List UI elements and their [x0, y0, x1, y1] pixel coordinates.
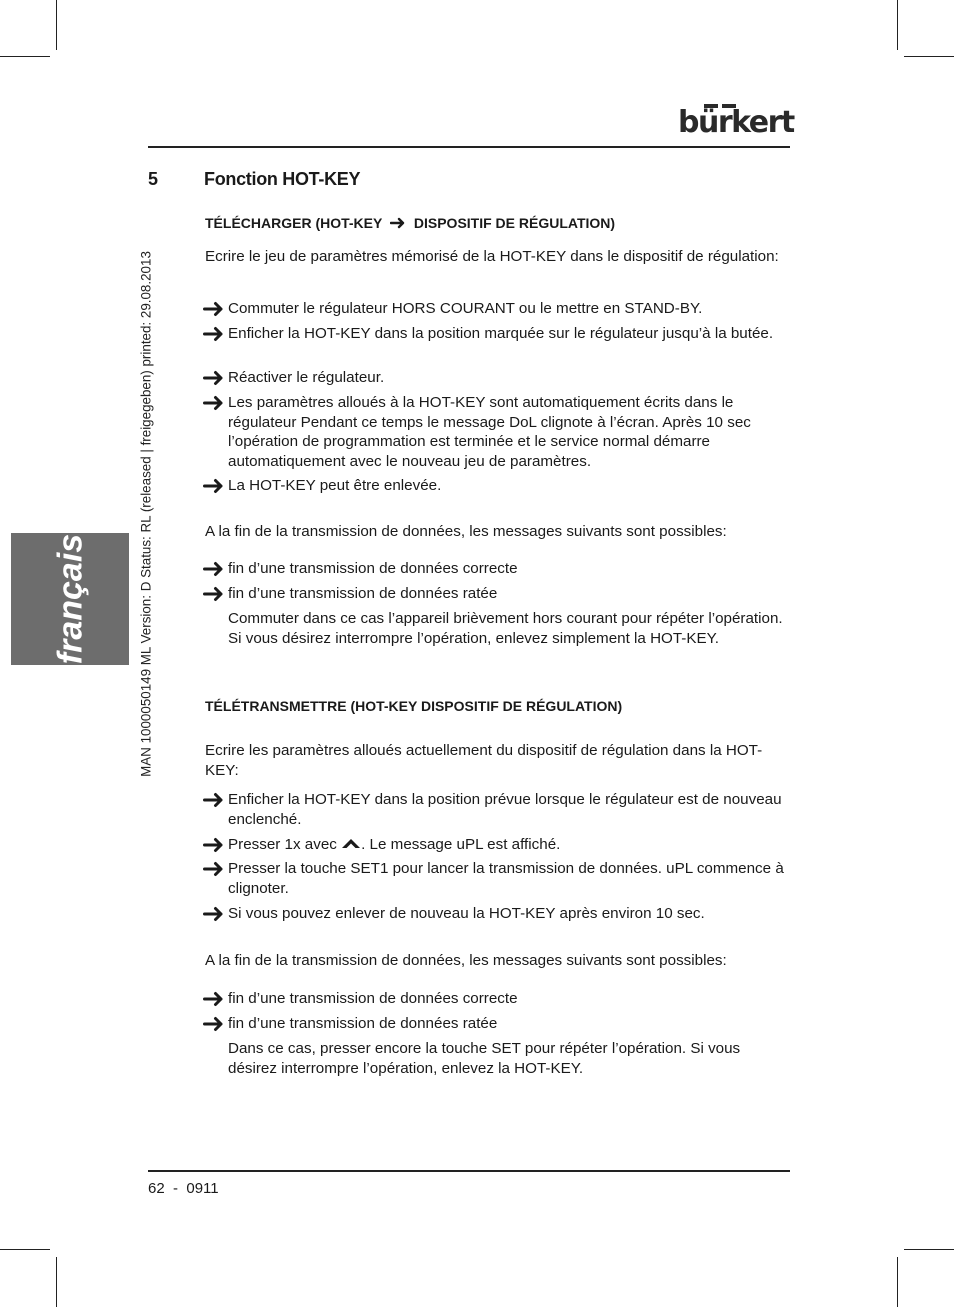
arrow-right-icon: [203, 561, 225, 577]
upload-intro: Ecrire les paramètres alloués actuellement du dispositif de régulation dans la HOT-KEY:: [205, 742, 763, 779]
crop-mark: [904, 56, 954, 57]
download-step-text: Les paramètres alloués à la HOT-KEY sont automatiquement écrits dans le régulateur Pendant ce temps le message DoL clignote à l’écran. Après 10 sec l’opération de programmation est terminée et le service normal démarre automatiquement avec le nouveau jeu de paramètres.: [228, 394, 751, 470]
crop-mark: [56, 1257, 57, 1307]
download-heading: [205, 215, 615, 231]
crop-mark: [0, 1249, 50, 1250]
download-step-text: Commuter le régulateur HORS COURANT ou le mettre en STAND-BY.: [228, 300, 703, 317]
upload-step: [203, 859, 793, 898]
download-step: [203, 393, 793, 471]
arrow-right-icon: [203, 906, 225, 922]
download-intro: Ecrire le jeu de paramètres mémorisé de la HOT-KEY dans le dispositif de régulation:: [205, 248, 779, 265]
arrow-right-icon: [203, 837, 225, 853]
upload-result: [203, 989, 793, 1009]
crop-mark: [0, 56, 50, 57]
download-result-intro: A la fin de la transmission de données, les messages suivants sont possibles:: [205, 523, 727, 540]
crop-mark: [897, 1257, 898, 1307]
arrow-right-icon: [203, 395, 225, 411]
crop-mark: [904, 1249, 954, 1250]
download-result: [203, 584, 793, 604]
arrow-right-icon: [203, 861, 225, 877]
upload-step-text: Presser 1x avec: [228, 836, 342, 853]
arrow-right-icon: [203, 370, 225, 386]
download-result-text: fin d’une transmission de données correcte: [228, 560, 518, 577]
section-number: 5: [148, 169, 159, 189]
upload-step-text: Si vous pouvez enlever de nouveau la HOT-KEY après environ 10 sec.: [228, 905, 705, 922]
upload-step: [203, 904, 793, 924]
brand-logo-text: bürkert: [678, 105, 794, 140]
upload-result-text: fin d’une transmission de données ratée: [228, 1015, 498, 1032]
download-step: [203, 476, 793, 496]
upload-step-text: . Le message uPL est affiché.: [361, 836, 561, 853]
upload-step: [203, 835, 793, 855]
crop-mark: [897, 0, 898, 50]
header-rule: [148, 146, 790, 148]
brand-logo: [678, 104, 794, 140]
footer-rule: [148, 1170, 790, 1172]
download-step-text: La HOT-KEY peut être enlevée.: [228, 477, 442, 494]
download-step: [203, 324, 793, 344]
crop-mark: [56, 0, 57, 50]
download-heading-target: DISPOSITIF DE RÉGULATION): [413, 215, 616, 231]
arrow-right-icon: [203, 991, 225, 1007]
arrow-right-icon: [203, 478, 225, 494]
arrow-right-icon: [203, 301, 225, 317]
document-meta: MAN 1000050149 ML Version: D Status: RL (released | freigegeben) printed: 29.08.2013: [138, 251, 154, 777]
page-number: 62 - 0911: [148, 1180, 219, 1197]
download-heading-source: TÉLÉCHARGER (HOT-KEY: [205, 215, 383, 231]
up-arrow-key-icon: [341, 837, 361, 849]
download-step-text: Réactiver le régulateur.: [228, 369, 385, 386]
language-label: français: [51, 533, 90, 665]
upload-result: [203, 1014, 793, 1034]
arrow-right-icon: [390, 217, 406, 229]
download-step: [203, 299, 793, 319]
download-failure-note: Commuter dans ce cas l’appareil brièvement hors courant pour répéter l’opération. Si vous désirez interrompre l’opération, enlevez simplement la HOT-KEY.: [228, 610, 783, 647]
upload-result-intro: A la fin de la transmission de données, les messages suivants sont possibles:: [205, 952, 727, 969]
arrow-right-icon: [203, 1016, 225, 1032]
upload-heading: TÉLÉTRANSMETTRE (HOT-KEY DISPOSITIF DE RÉGULATION): [205, 698, 623, 714]
upload-failure-note: Dans ce cas, presser encore la touche SET pour répéter l’opération. Si vous désirez interrompre l’opération, enlevez la HOT-KEY.: [228, 1040, 741, 1077]
arrow-right-icon: [203, 326, 225, 342]
download-step-text: Enficher la HOT-KEY dans la position marquée sur le régulateur jusqu’à la butée.: [228, 325, 774, 342]
section-title: Fonction HOT-KEY: [204, 169, 361, 189]
upload-result-text: fin d’une transmission de données correcte: [228, 990, 518, 1007]
arrow-right-icon: [203, 792, 225, 808]
arrow-right-icon: [203, 586, 225, 602]
upload-step-text: Enficher la HOT-KEY dans la position prévue lorsque le régulateur est de nouveau enclenché.: [228, 791, 782, 828]
download-result: [203, 559, 793, 579]
download-step: [203, 368, 793, 388]
upload-step: [203, 790, 793, 829]
upload-step-text: Presser la touche SET1 pour lancer la transmission de données. uPL commence à clignoter.: [228, 860, 784, 897]
download-result-text: fin d’une transmission de données ratée: [228, 585, 498, 602]
